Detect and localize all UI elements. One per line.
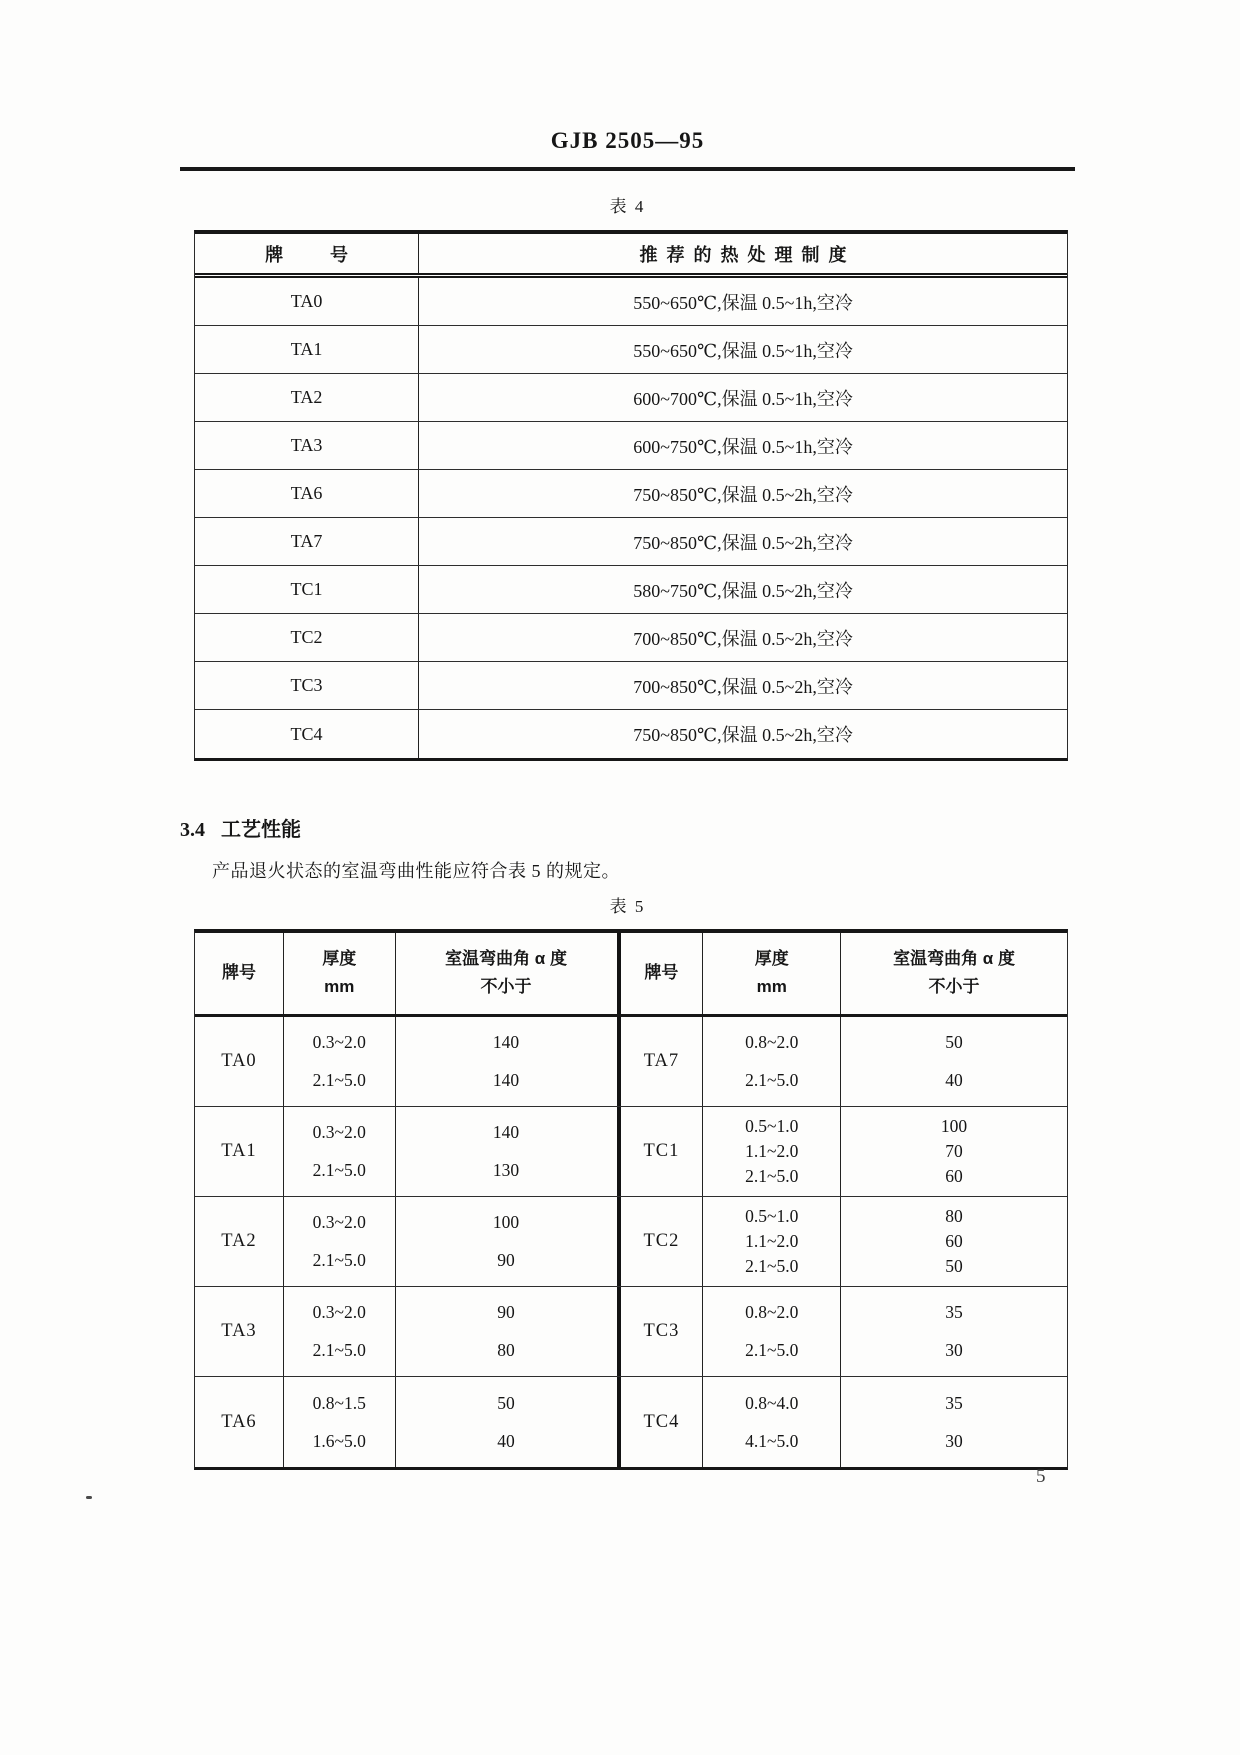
regime-cell: 600~700℃,保温 0.5~1h,空冷 [633, 388, 853, 409]
angle-value: 140 [492, 1032, 520, 1053]
thickness-cell [703, 1377, 841, 1467]
table5-header-grade-right [621, 933, 704, 1014]
thickness-value: 1.1~2.0 [745, 1231, 799, 1251]
angle-value: 60 [945, 1166, 963, 1186]
regime-cell: 700~850℃,保温 0.5~2h,空冷 [633, 676, 853, 697]
section-number: 3.4 [180, 819, 205, 841]
table-row [195, 710, 1067, 758]
table4-header-regime [419, 234, 1067, 273]
thickness-value: 2.1~5.0 [745, 1339, 799, 1360]
thickness-value: 2.1~5.0 [312, 1249, 366, 1270]
grade-cell: TC3 [621, 1287, 704, 1376]
angle-cell [841, 1197, 1067, 1286]
regime-cell: 700~850℃,保温 0.5~2h,空冷 [633, 628, 853, 649]
table-row [195, 422, 1067, 470]
angle-value: 140 [492, 1122, 520, 1143]
header-angle-condition: 不小于 [928, 977, 980, 996]
regime-cell: 600~750℃,保温 0.5~1h,空冷 [633, 436, 853, 457]
header-angle-label: 室温弯曲角 α 度 [893, 949, 1015, 969]
thickness-cell [284, 1287, 396, 1376]
grade-cell: TC2 [195, 614, 419, 661]
page-number: 5 [1036, 1466, 1046, 1487]
angle-value: 90 [497, 1302, 515, 1323]
header-angle-condition: 不小于 [480, 977, 532, 996]
thickness-value: 2.1~5.0 [745, 1256, 799, 1276]
angle-cell [396, 1197, 621, 1286]
grade-cell: TC3 [195, 662, 419, 709]
table4-caption: 表 4 [609, 197, 646, 216]
grade-cell: TA3 [195, 1287, 284, 1376]
header-thickness-label: 厚度 [322, 949, 357, 969]
thickness-value: 2.1~5.0 [745, 1069, 799, 1090]
thickness-value: 0.5~1.0 [745, 1206, 799, 1226]
thickness-cell [703, 1017, 841, 1106]
header-angle-label: 室温弯曲角 α 度 [445, 949, 567, 969]
thickness-value: 0.3~2.0 [312, 1212, 366, 1233]
regime-cell: 550~650℃,保温 0.5~1h,空冷 [633, 340, 853, 361]
thickness-value: 2.1~5.0 [312, 1339, 366, 1360]
grade-cell: TC4 [195, 710, 419, 758]
table5-header-row [195, 933, 1067, 1017]
table5-header-thickness-left [284, 933, 396, 1014]
angle-value: 60 [945, 1231, 963, 1251]
scan-artifact-mark [86, 1496, 92, 1499]
thickness-value: 2.1~5.0 [312, 1069, 366, 1090]
regime-cell: 550~650℃,保温 0.5~1h,空冷 [633, 292, 853, 313]
thickness-value: 2.1~5.0 [745, 1166, 799, 1186]
angle-cell [396, 1107, 621, 1196]
angle-value: 100 [492, 1212, 520, 1233]
thickness-value: 0.8~1.5 [312, 1392, 366, 1413]
grade-cell: TA0 [195, 278, 419, 325]
table-row [195, 1287, 1067, 1377]
table4-header-regime-label: 推荐的热处理制度 [639, 244, 856, 265]
header-thickness-label: 厚度 [754, 949, 789, 969]
header-grade-label: 牌号 [221, 963, 256, 983]
regime-cell: 580~750℃,保温 0.5~2h,空冷 [633, 580, 853, 601]
table5-header-grade-left [195, 933, 284, 1014]
thickness-value: 0.8~2.0 [745, 1302, 799, 1323]
grade-cell: TA3 [195, 422, 419, 469]
table-row [195, 1197, 1067, 1287]
thickness-cell [703, 1287, 841, 1376]
angle-cell [841, 1287, 1067, 1376]
section-heading [180, 813, 1075, 842]
angle-value: 35 [945, 1302, 963, 1323]
table-row [195, 1017, 1067, 1107]
angle-value: 40 [497, 1430, 515, 1451]
grade-cell: TA0 [195, 1017, 284, 1106]
header-rule [180, 167, 1075, 171]
table-row [195, 662, 1067, 710]
angle-value: 40 [945, 1069, 963, 1090]
angle-value: 140 [492, 1069, 520, 1090]
angle-value: 30 [945, 1339, 963, 1360]
angle-value: 90 [497, 1249, 515, 1270]
angle-cell [396, 1377, 621, 1467]
thickness-value: 1.1~2.0 [745, 1141, 799, 1161]
table-row [195, 518, 1067, 566]
angle-value: 50 [497, 1392, 515, 1413]
thickness-value: 0.3~2.0 [312, 1122, 366, 1143]
thickness-cell [284, 1197, 396, 1286]
thickness-value: 0.8~4.0 [745, 1392, 799, 1413]
table-row [195, 374, 1067, 422]
table-row [195, 470, 1067, 518]
standard-code-header: GJB 2505—95 [550, 128, 705, 153]
header-grade-label: 牌号 [644, 963, 679, 983]
table4-header-row [195, 234, 1067, 278]
table-row [195, 1377, 1067, 1467]
page-content [180, 0, 1075, 1470]
thickness-cell [703, 1197, 841, 1286]
grade-cell: TA6 [195, 470, 419, 517]
table4-header-grade-label: 牌号 [265, 244, 395, 265]
thickness-value: 0.3~2.0 [312, 1032, 366, 1053]
grade-cell: TC1 [195, 566, 419, 613]
angle-cell [396, 1017, 621, 1106]
table-row [195, 326, 1067, 374]
thickness-cell [284, 1107, 396, 1196]
angle-value: 50 [945, 1256, 963, 1276]
table-row [195, 614, 1067, 662]
regime-cell: 750~850℃,保温 0.5~2h,空冷 [633, 725, 853, 745]
angle-value: 35 [945, 1392, 963, 1413]
grade-cell: TA2 [195, 1197, 284, 1286]
regime-cell: 750~850℃,保温 0.5~2h,空冷 [633, 532, 853, 553]
table4-header-grade [195, 234, 419, 273]
angle-cell [841, 1017, 1067, 1106]
thickness-value: 2.1~5.0 [312, 1159, 366, 1180]
table-row [195, 1107, 1067, 1197]
table-row [195, 566, 1067, 614]
header-thickness-unit: mm [756, 977, 787, 996]
grade-cell: TA7 [621, 1017, 704, 1106]
table5-header-angle-right [841, 933, 1067, 1014]
thickness-cell [284, 1017, 396, 1106]
thickness-value: 4.1~5.0 [745, 1430, 799, 1451]
regime-cell: 750~850℃,保温 0.5~2h,空冷 [633, 484, 853, 505]
grade-cell: TC1 [621, 1107, 704, 1196]
angle-value: 70 [945, 1141, 963, 1161]
angle-value: 80 [945, 1206, 963, 1226]
table4 [194, 230, 1068, 761]
grade-cell: TA1 [195, 1107, 284, 1196]
grade-cell: TA2 [195, 374, 419, 421]
thickness-cell [703, 1107, 841, 1196]
grade-cell: TA6 [195, 1377, 284, 1467]
grade-cell: TA7 [195, 518, 419, 565]
angle-cell [841, 1377, 1067, 1467]
angle-value: 50 [945, 1032, 963, 1053]
section-title: 工艺性能 [221, 819, 301, 841]
table5-caption: 表 5 [609, 897, 646, 916]
thickness-value: 0.3~2.0 [312, 1302, 366, 1323]
angle-value: 30 [945, 1430, 963, 1451]
angle-value: 80 [497, 1339, 515, 1360]
angle-cell [841, 1107, 1067, 1196]
grade-cell: TA1 [195, 326, 419, 373]
thickness-value: 1.6~5.0 [312, 1430, 366, 1451]
table5-header-angle-left [396, 933, 621, 1014]
section-paragraph: 产品退火状态的室温弯曲性能应符合表 5 的规定。 [212, 861, 620, 881]
header-thickness-unit: mm [324, 977, 355, 996]
grade-cell: TC2 [621, 1197, 704, 1286]
thickness-cell [284, 1377, 396, 1467]
thickness-value: 0.8~2.0 [745, 1032, 799, 1053]
angle-value: 100 [940, 1116, 968, 1136]
angle-cell [396, 1287, 621, 1376]
table-row [195, 278, 1067, 326]
grade-cell: TC4 [621, 1377, 704, 1467]
table5 [194, 929, 1068, 1470]
angle-value: 130 [492, 1159, 520, 1180]
thickness-value: 0.5~1.0 [745, 1116, 799, 1136]
table5-header-thickness-right [703, 933, 841, 1014]
